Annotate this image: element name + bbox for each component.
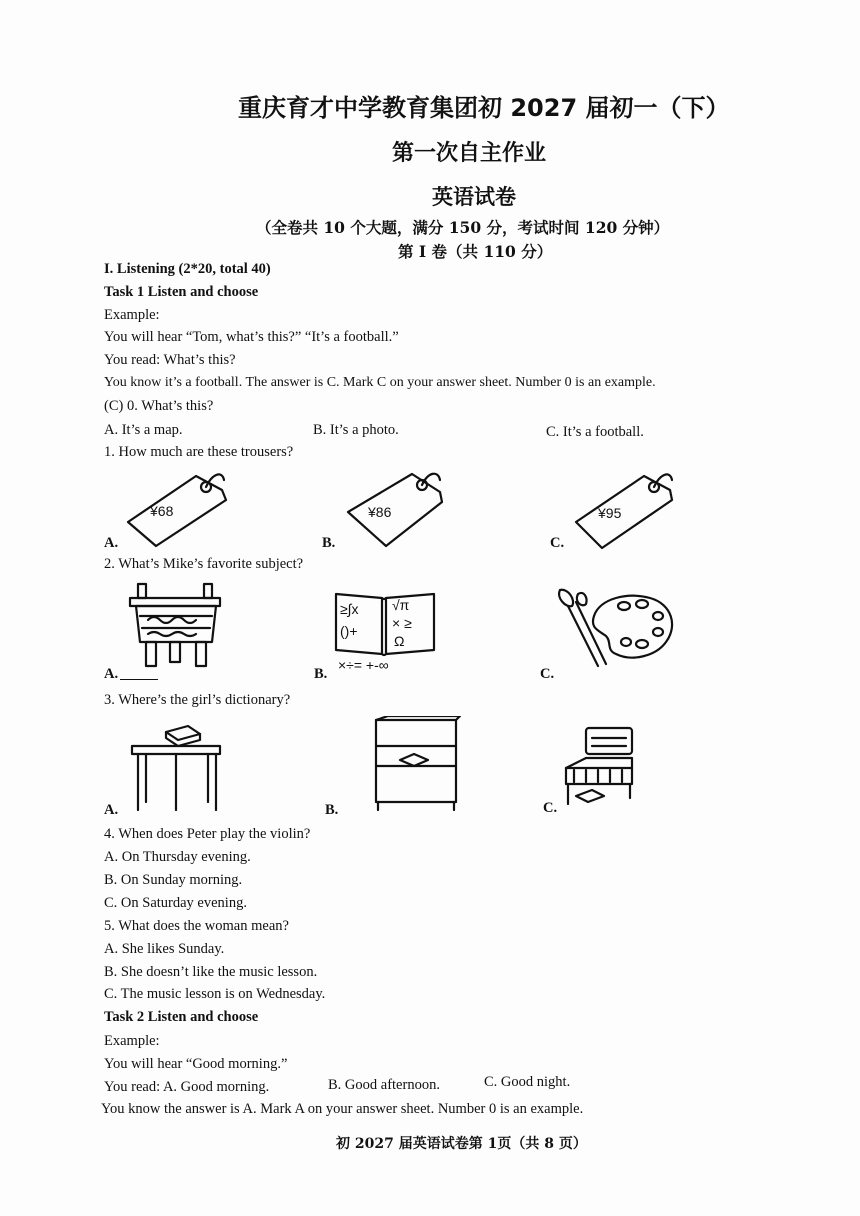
- section-title: I. Listening (2*20, total 40): [104, 261, 271, 277]
- q4-option-a: A. On Thursday evening.: [104, 849, 251, 865]
- q4-option-c: C. On Saturday evening.: [104, 895, 247, 911]
- question-2: 2. What’s Mike’s favorite subject?: [104, 556, 304, 572]
- exam-info: （全卷共 10 个大题，满分 150 分，考试时间 120 分钟）: [256, 218, 670, 237]
- task2-hear: You will hear “Good morning.”: [104, 1056, 288, 1072]
- q5-option-a: A. She likes Sunday.: [104, 941, 225, 957]
- q2-a-underline: [120, 679, 158, 680]
- task2-read-a: You read: A. Good morning.: [104, 1079, 270, 1095]
- example-read: You read: What’s this?: [104, 352, 236, 368]
- q5-option-c: C. The music lesson is on Wednesday.: [104, 986, 326, 1002]
- q2-label-b: B.: [314, 666, 328, 682]
- exam-school-title: 重庆育才中学教育集团初 2027 届初一（下）: [238, 94, 730, 122]
- page-footer: 初 2027 届英语试卷第 1页（共 8 页）: [336, 1136, 587, 1152]
- price-tag-a-icon: [126, 470, 231, 550]
- exam-part: 第 I 卷（共 110 分）: [398, 242, 553, 261]
- task1-title: Task 1 Listen and choose: [104, 284, 259, 300]
- task2-read-b: B. Good afternoon.: [328, 1077, 440, 1093]
- book-right-line1: √π: [392, 597, 410, 613]
- question-0: (C) 0. What’s this?: [104, 398, 214, 414]
- exam-subject: 英语试卷: [432, 185, 516, 209]
- book-bottom-symbols: ×÷= +-∞: [338, 657, 389, 673]
- price-tag-c-icon: [574, 470, 679, 550]
- q0-option-b: B. It’s a photo.: [313, 422, 399, 438]
- task2-read-c: C. Good night.: [484, 1074, 571, 1090]
- q0-option-c: C. It’s a football.: [546, 424, 644, 440]
- shelf-with-book-icon: [370, 716, 462, 814]
- example-label: Example:: [104, 307, 160, 323]
- price-tag-b-icon: [346, 470, 451, 550]
- q4-option-b: B. On Sunday morning.: [104, 872, 243, 888]
- question-1: 1. How much are these trousers?: [104, 444, 294, 460]
- task2-title: Task 2 Listen and choose: [104, 1009, 259, 1025]
- q3-label-a: A.: [104, 802, 119, 818]
- paint-palette-icon: [554, 586, 678, 670]
- example-know: You know it’s a football. The answer is C. Mark C on your answer sheet. Number 0 is an example.: [104, 375, 656, 390]
- q5-option-b: B. She doesn’t like the music lesson.: [104, 964, 318, 980]
- q1-label-a: A.: [104, 535, 119, 551]
- question-4: 4. When does Peter play the violin?: [104, 826, 311, 842]
- question-5: 5. What does the woman mean?: [104, 918, 289, 934]
- price-b-text: ¥86: [368, 504, 392, 520]
- book-left-line1: ≥∫x: [340, 601, 359, 617]
- q3-label-b: B.: [325, 802, 339, 818]
- q1-label-c: C.: [550, 535, 565, 551]
- example-hear: You will hear “Tom, what’s this?” “It’s a football.”: [104, 329, 399, 345]
- q1-label-b: B.: [322, 535, 336, 551]
- chair-with-book-icon: [560, 724, 640, 812]
- q3-label-c: C.: [543, 800, 558, 816]
- exam-subtitle: 第一次自主作业: [392, 141, 547, 166]
- price-a-text: ¥68: [150, 503, 174, 519]
- q2-label-c: C.: [540, 666, 555, 682]
- table-with-book-icon: [128, 724, 228, 816]
- book-right-line3: Ω: [394, 633, 405, 649]
- book-left-line2: ()+: [340, 623, 358, 639]
- math-book-icon: [330, 590, 442, 674]
- task2-example-label: Example:: [104, 1033, 160, 1049]
- bronze-ding-icon: [128, 580, 224, 672]
- question-3: 3. Where’s the girl’s dictionary?: [104, 692, 291, 708]
- q2-label-a: A.: [104, 666, 119, 682]
- book-right-line2: × ≥: [392, 615, 412, 631]
- task2-know: You know the answer is A. Mark A on your answer sheet. Number 0 is an example.: [101, 1101, 584, 1117]
- price-c-text: ¥95: [598, 505, 622, 521]
- q0-option-a: A. It’s a map.: [104, 422, 183, 438]
